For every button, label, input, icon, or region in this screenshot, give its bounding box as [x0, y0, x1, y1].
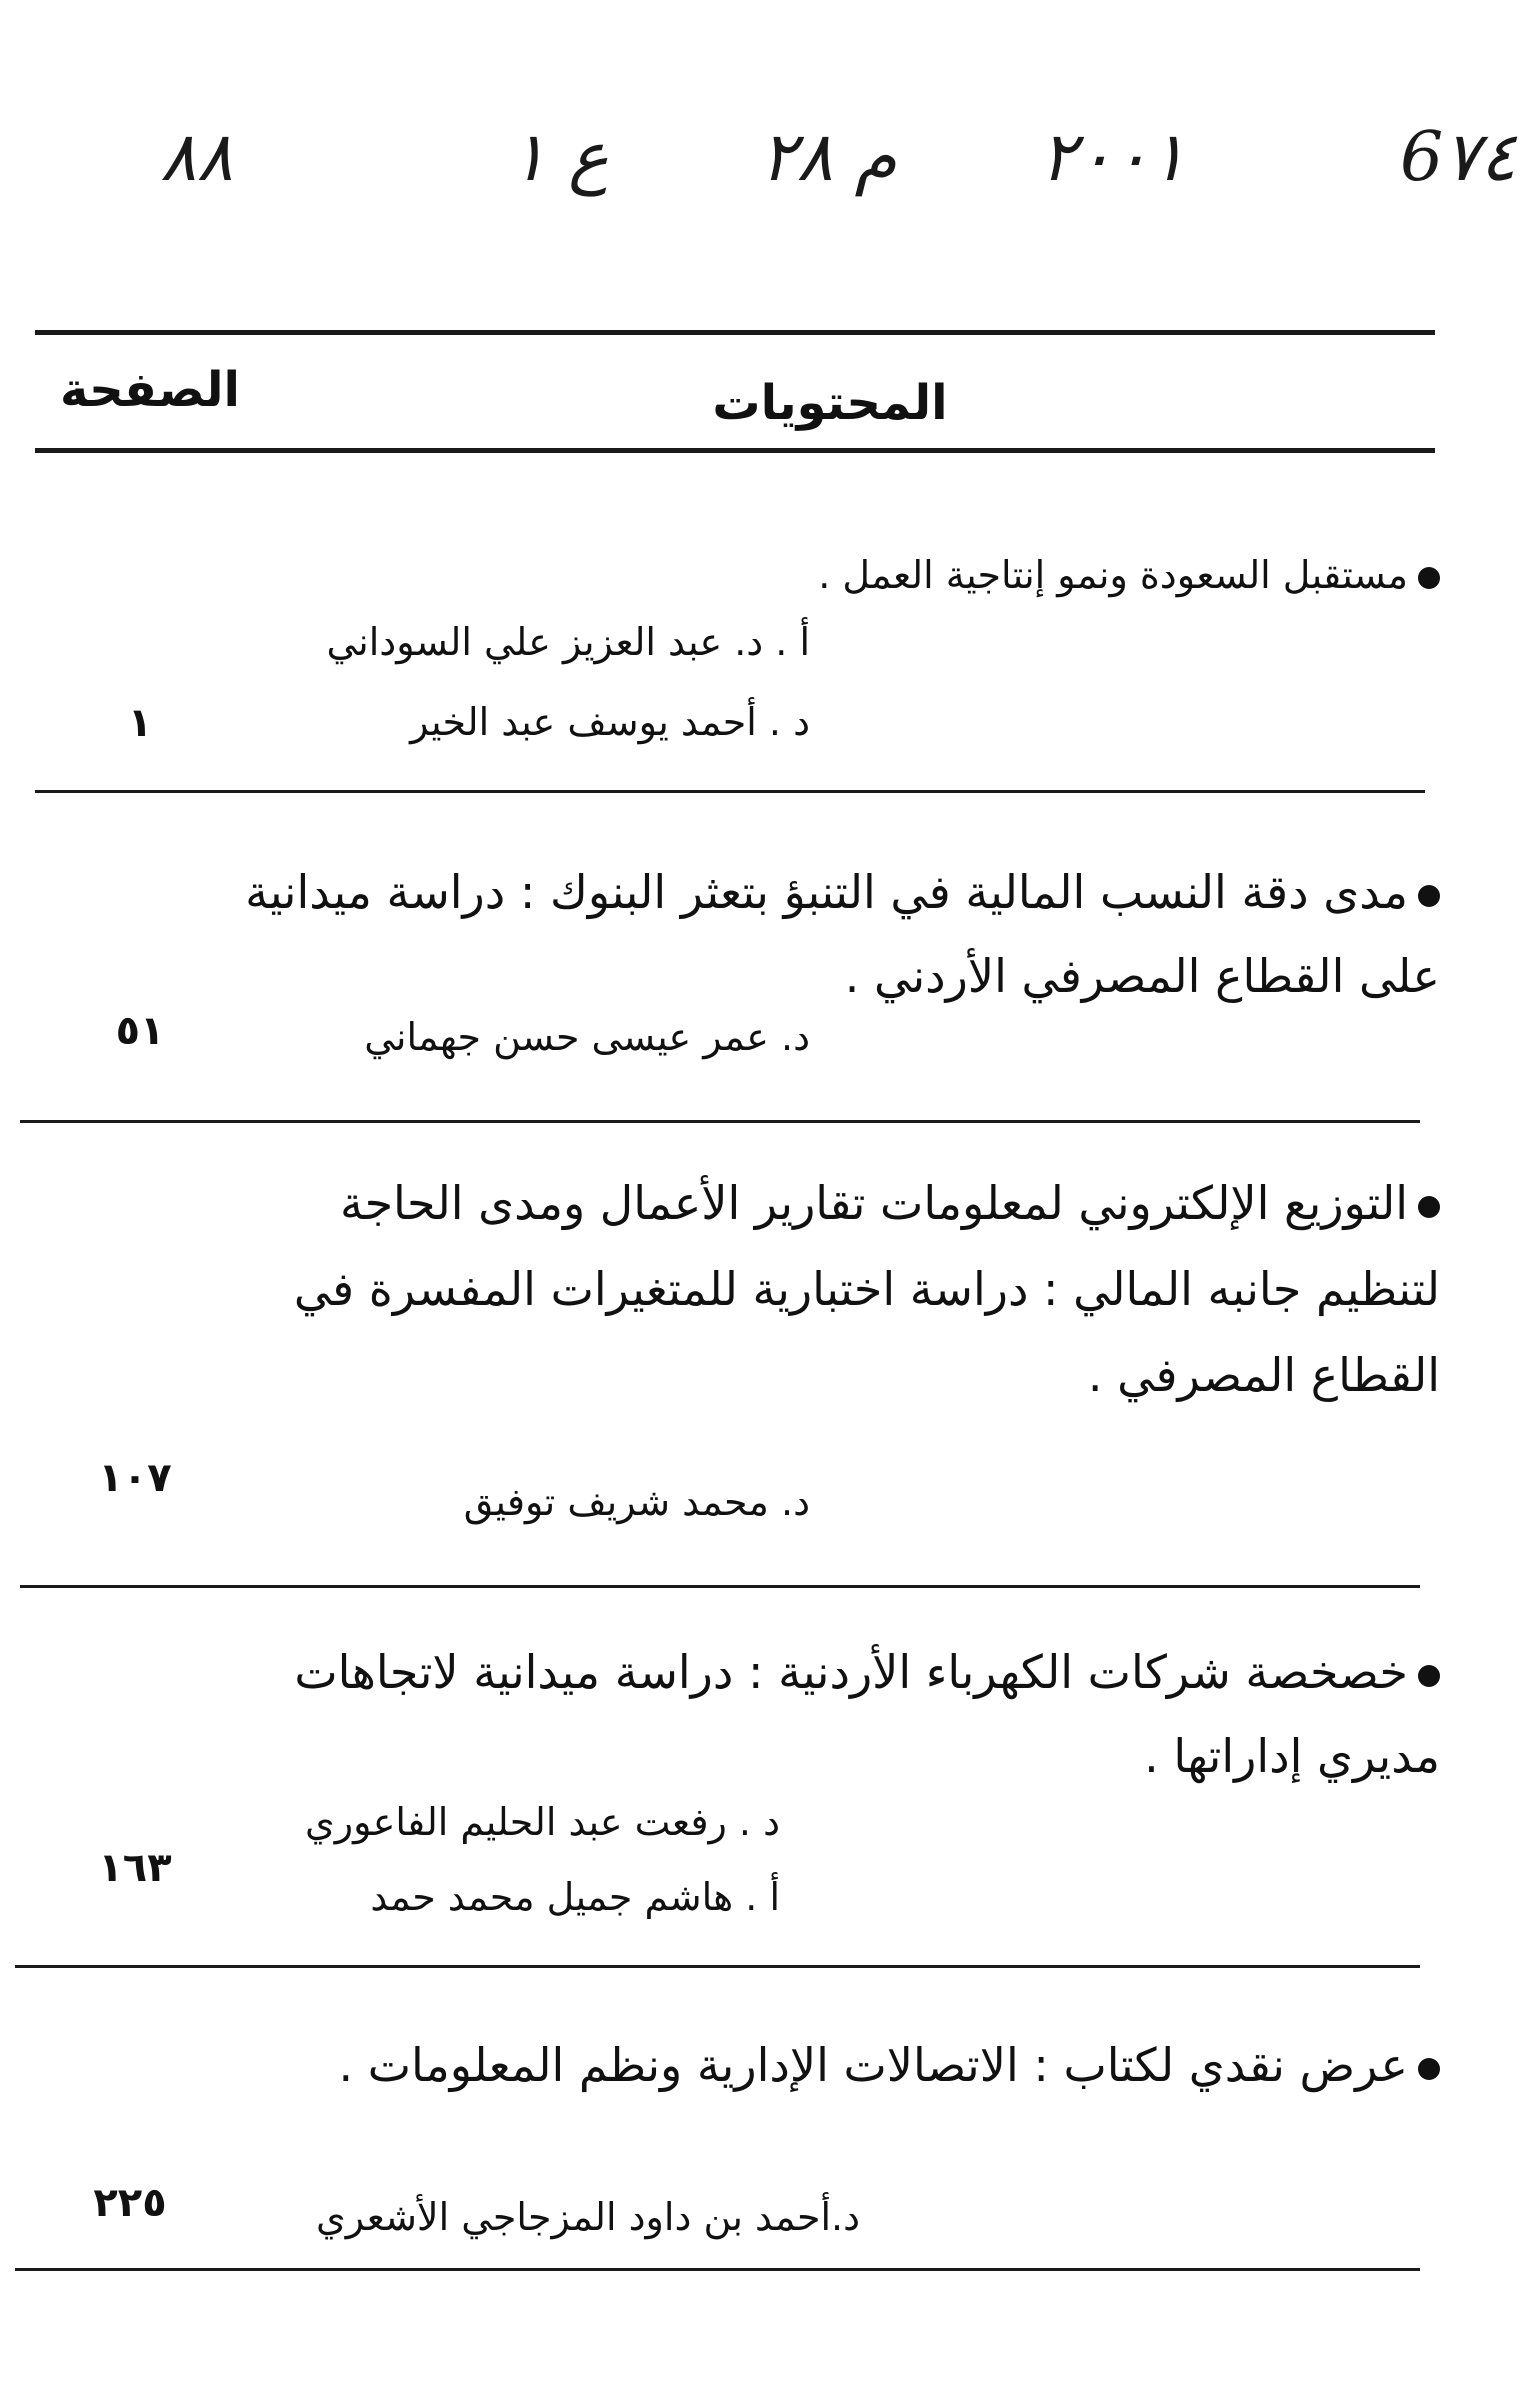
- entry-title: [240, 1630, 1440, 1798]
- entry-divider: [20, 1120, 1420, 1123]
- entry-title-text: التوزيع الإلكتروني لمعلومات تقارير الأعمال ومدى الحاجة لتنظيم جانبه المالي : دراسة اختبارية للمتغيرات المفسرة في القطاع المصرفي .: [293, 1176, 1440, 1402]
- entry-page-number: ١٦٣: [98, 1845, 172, 1891]
- header-top-rule: [35, 330, 1435, 335]
- bullet-icon: [1418, 567, 1440, 589]
- entry-title: [620, 545, 1440, 605]
- entry-author: أ . هاشم جميل محمد حمد: [370, 1875, 780, 1919]
- entry-divider: [35, 790, 1425, 793]
- entry-title-text: خصخصة شركات الكهرباء الأردنية : دراسة ميدانية لاتجاهات مديري إداراتها .: [294, 1645, 1440, 1783]
- handwritten-issue: ع ١: [510, 118, 609, 197]
- handwritten-pages: ٨٨: [160, 118, 234, 197]
- entry-author: د . أحمد يوسف عبد الخير: [410, 700, 810, 744]
- entry-author: أ . د. عبد العزيز علي السوداني: [326, 620, 810, 664]
- bullet-icon: [1418, 885, 1440, 907]
- entry-author: د. محمد شريف توفيق: [463, 1480, 810, 1524]
- entry-page-number: ٥١: [115, 1008, 165, 1054]
- handwritten-catalog-number: 6٧٤: [1400, 118, 1517, 197]
- entry-title: [230, 1160, 1440, 1418]
- entry-divider: [15, 2268, 1420, 2271]
- handwritten-year: ٢٠٠١: [1040, 118, 1187, 197]
- bullet-icon: [1418, 1665, 1440, 1687]
- handwritten-volume: م ٢٨: [760, 118, 897, 197]
- entry-page-number: ١٠٧: [98, 1455, 172, 1501]
- entry-author: د.أحمد بن داود المزجاجي الأشعري: [316, 2195, 860, 2239]
- entry-title-text: عرض نقدي لكتاب : الاتصالات الإدارية ونظم المعلومات .: [338, 2038, 1408, 2092]
- entry-divider: [15, 1965, 1420, 1968]
- entry-page-number: ٢٢٥: [93, 2180, 167, 2226]
- entry-title-text: مدى دقة النسب المالية في التنبؤ بتعثر البنوك : دراسة ميدانية على القطاع المصرفي الأردني .: [245, 865, 1440, 1003]
- entry-page-number: ١: [127, 700, 153, 746]
- page-column-label: الصفحة: [59, 362, 240, 418]
- header-bottom-rule: [35, 448, 1435, 453]
- entry-author: د. عمر عيسى حسن جهماني: [364, 1015, 810, 1059]
- bullet-icon: [1418, 2058, 1440, 2080]
- bullet-icon: [1418, 1196, 1440, 1218]
- entry-title: [290, 2030, 1440, 2100]
- entry-title-text: مستقبل السعودة ونمو إنتاجية العمل .: [818, 553, 1408, 597]
- entry-divider: [20, 1585, 1420, 1588]
- entry-author: د . رفعت عبد الحليم الفاعوري: [305, 1800, 780, 1844]
- entry-title: [240, 850, 1440, 1018]
- contents-title: المحتويات: [712, 375, 948, 431]
